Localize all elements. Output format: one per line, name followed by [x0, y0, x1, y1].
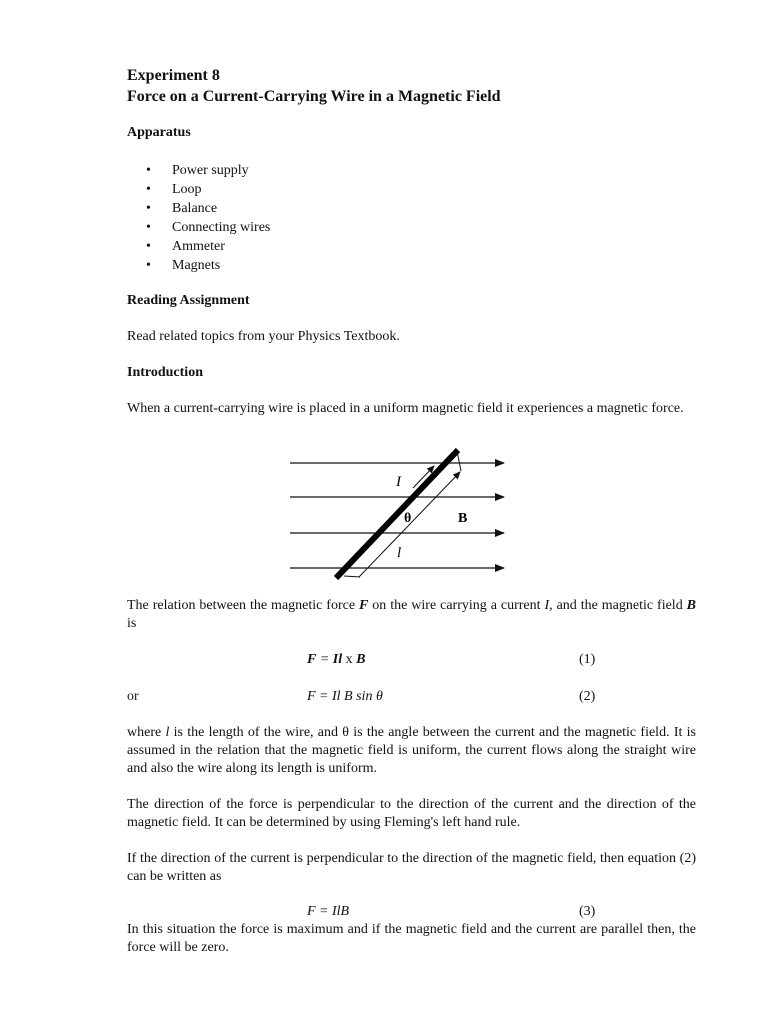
list-item — [146, 256, 270, 275]
field-label: B — [458, 511, 468, 526]
current-symbol: I — [544, 598, 550, 613]
equation-2: F = Il B sin θ — [307, 689, 383, 704]
introduction-heading: Introduction — [127, 365, 203, 380]
list-item-label: Ammeter — [172, 239, 225, 254]
force-symbol: F — [359, 598, 369, 613]
list-item — [146, 199, 270, 218]
intro-paragraph-5: If the direction of the current is perpendicular to the direction of the magnetic field, then equation (2) can be written as — [127, 851, 696, 884]
text-run: , and the magnetic field — [549, 598, 687, 613]
list-item-label: Connecting wires — [172, 220, 271, 235]
bullet-icon: • — [146, 182, 151, 197]
list-item — [146, 161, 270, 180]
dimension-tick — [344, 576, 360, 577]
equation-2-number: (2) — [579, 689, 596, 704]
text-run: where — [127, 725, 166, 740]
list-item-label: Magnets — [172, 258, 221, 273]
reading-text: Read related topics from your Physics Textbook. — [127, 329, 400, 344]
list-item-label: Loop — [172, 182, 202, 197]
list-item — [146, 218, 270, 237]
length-label: l — [397, 545, 402, 561]
wire-in-field-diagram — [280, 445, 520, 585]
text-run: on the wire carrying a current — [368, 598, 545, 613]
text-run: The relation between the magnetic force — [127, 598, 360, 613]
list-item — [146, 237, 270, 256]
eq-term: = — [316, 652, 333, 667]
bullet-icon: • — [146, 239, 151, 254]
equation-3-number: (3) — [579, 904, 596, 919]
bullet-icon: • — [146, 258, 151, 273]
eq-term: Il — [332, 652, 343, 667]
text-run: is the length of the wire, and θ is the angle between the current and the magnetic field. It is assumed in the relation that the magnetic field is uniform, the current flows along the straight wire and also the wire along its length is uniform. — [127, 725, 696, 776]
bullet-icon: • — [146, 163, 151, 178]
current-label: I — [396, 474, 401, 490]
reading-heading: Reading Assignment — [127, 293, 250, 308]
text-run: is — [127, 616, 137, 631]
equation-1-number: (1) — [579, 652, 596, 667]
bullet-icon: • — [146, 201, 151, 216]
list-item-label: Balance — [172, 201, 218, 216]
field-symbol: B — [686, 598, 696, 613]
equation-3: F = IlB — [307, 904, 350, 919]
bullet-icon: • — [146, 220, 151, 235]
intro-paragraph-6: In this situation the force is maximum and if the magnetic field and the current are parallel then, the force will be zero. — [127, 922, 696, 955]
equation-1 — [307, 651, 365, 669]
eq-term: B — [356, 652, 366, 667]
eq-term: F — [307, 652, 317, 667]
angle-label: θ — [404, 511, 412, 526]
list-item-label: Power supply — [172, 163, 249, 178]
intro-paragraph-3 — [127, 724, 696, 778]
length-symbol: l — [165, 725, 170, 740]
apparatus-list — [146, 161, 270, 275]
intro-paragraph-4: The direction of the force is perpendicular to the direction of the current and the direction of the magnetic field. It can be determined by using Fleming's left hand rule. — [127, 797, 696, 830]
experiment-number: Experiment 8 — [127, 67, 220, 84]
intro-paragraph-1: When a current-carrying wire is placed in a uniform magnetic field it experiences a magnetic force. — [127, 401, 684, 416]
page-title: Force on a Current-Carrying Wire in a Magnetic Field — [127, 88, 501, 105]
list-item — [146, 180, 270, 199]
apparatus-heading: Apparatus — [127, 125, 191, 140]
eq-term: x — [342, 652, 357, 667]
dimension-tick — [457, 451, 461, 471]
intro-paragraph-2 — [127, 597, 696, 633]
or-label: or — [127, 689, 139, 704]
